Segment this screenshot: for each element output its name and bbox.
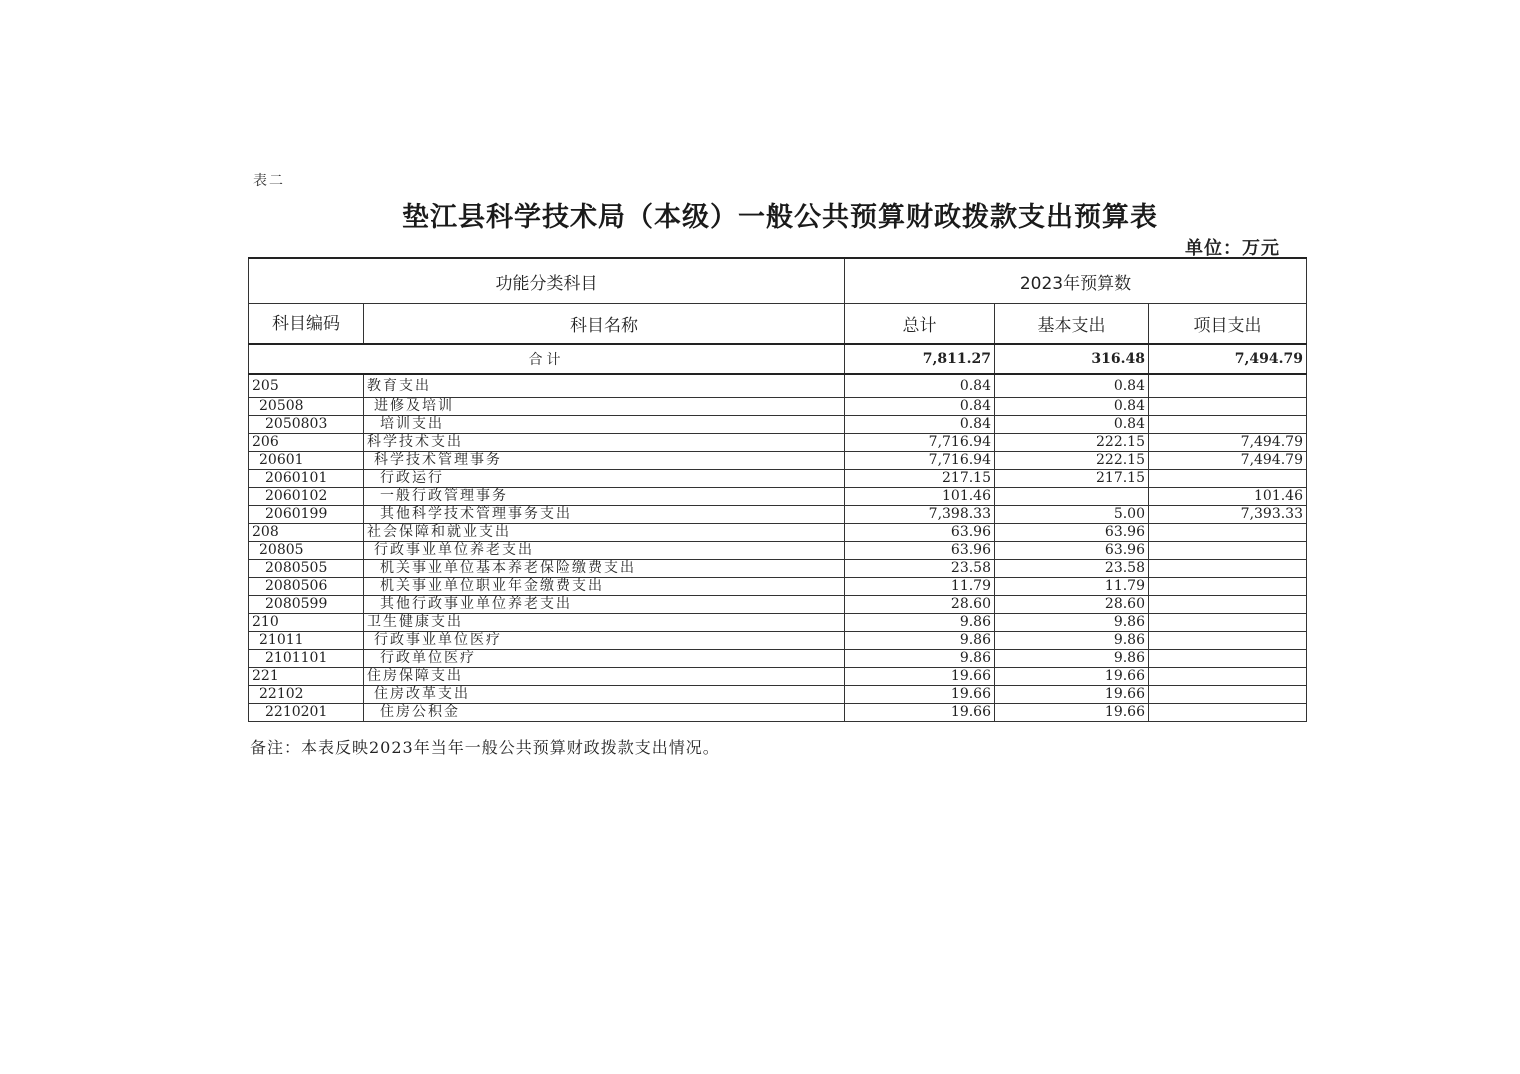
budget-table bbox=[248, 257, 1307, 722]
table-row bbox=[249, 524, 1307, 542]
row-name: 科学技术支出 bbox=[364, 434, 845, 452]
row-name: 进修及培训 bbox=[364, 398, 845, 416]
row-basic: 19.66 bbox=[995, 686, 1149, 704]
row-basic: 222.15 bbox=[995, 452, 1149, 470]
row-name: 行政单位医疗 bbox=[364, 650, 845, 668]
row-name: 教育支出 bbox=[364, 374, 845, 398]
row-name: 机关事业单位基本养老保险缴费支出 bbox=[364, 560, 845, 578]
total-project: 7,494.79 bbox=[1149, 344, 1307, 374]
table-row bbox=[249, 506, 1307, 524]
row-total: 217.15 bbox=[845, 470, 995, 488]
table-row bbox=[249, 542, 1307, 560]
row-total: 11.79 bbox=[845, 578, 995, 596]
row-code: 2060199 bbox=[249, 506, 364, 524]
row-basic: 9.86 bbox=[995, 632, 1149, 650]
row-basic: 0.84 bbox=[995, 374, 1149, 398]
row-total: 23.58 bbox=[845, 560, 995, 578]
row-project bbox=[1149, 560, 1307, 578]
row-name: 其他科学技术管理事务支出 bbox=[364, 506, 845, 524]
row-basic: 9.86 bbox=[995, 650, 1149, 668]
total-total: 7,811.27 bbox=[845, 344, 995, 374]
total-row bbox=[249, 344, 1307, 374]
row-code: 2210201 bbox=[249, 704, 364, 722]
row-project bbox=[1149, 398, 1307, 416]
row-code: 2080506 bbox=[249, 578, 364, 596]
row-total: 19.66 bbox=[845, 668, 995, 686]
header-name: 科目名称 bbox=[364, 304, 845, 345]
row-total: 7,398.33 bbox=[845, 506, 995, 524]
row-code: 2080599 bbox=[249, 596, 364, 614]
row-total: 7,716.94 bbox=[845, 434, 995, 452]
row-project: 7,393.33 bbox=[1149, 506, 1307, 524]
row-name: 一般行政管理事务 bbox=[364, 488, 845, 506]
row-project bbox=[1149, 704, 1307, 722]
header-code: 科目编码 bbox=[249, 304, 364, 345]
row-total: 28.60 bbox=[845, 596, 995, 614]
row-basic: 23.58 bbox=[995, 560, 1149, 578]
row-name: 卫生健康支出 bbox=[364, 614, 845, 632]
table-row bbox=[249, 596, 1307, 614]
row-code: 20508 bbox=[249, 398, 364, 416]
table-row bbox=[249, 704, 1307, 722]
row-project bbox=[1149, 470, 1307, 488]
unit-label: 单位：万元 bbox=[1185, 238, 1280, 259]
row-name: 住房保障支出 bbox=[364, 668, 845, 686]
row-name: 机关事业单位职业年金缴费支出 bbox=[364, 578, 845, 596]
row-name: 住房改革支出 bbox=[364, 686, 845, 704]
total-label: 合计 bbox=[249, 344, 845, 374]
row-total: 19.66 bbox=[845, 704, 995, 722]
row-code: 205 bbox=[249, 374, 364, 398]
table-row bbox=[249, 416, 1307, 434]
header-category: 功能分类科目 bbox=[249, 258, 845, 304]
row-code: 221 bbox=[249, 668, 364, 686]
table-row bbox=[249, 668, 1307, 686]
row-name: 行政运行 bbox=[364, 470, 845, 488]
row-project bbox=[1149, 632, 1307, 650]
table-row bbox=[249, 578, 1307, 596]
row-name: 社会保障和就业支出 bbox=[364, 524, 845, 542]
row-basic: 0.84 bbox=[995, 398, 1149, 416]
row-total: 0.84 bbox=[845, 374, 995, 398]
row-name: 行政事业单位养老支出 bbox=[364, 542, 845, 560]
row-total: 63.96 bbox=[845, 524, 995, 542]
row-basic bbox=[995, 488, 1149, 506]
row-code: 22102 bbox=[249, 686, 364, 704]
row-code: 2101101 bbox=[249, 650, 364, 668]
row-code: 206 bbox=[249, 434, 364, 452]
header-basic: 基本支出 bbox=[995, 304, 1149, 345]
row-code: 2060102 bbox=[249, 488, 364, 506]
row-code: 21011 bbox=[249, 632, 364, 650]
row-name: 行政事业单位医疗 bbox=[364, 632, 845, 650]
row-name: 住房公积金 bbox=[364, 704, 845, 722]
row-basic: 5.00 bbox=[995, 506, 1149, 524]
sheet-label: 表二 bbox=[253, 173, 285, 189]
table-row bbox=[249, 632, 1307, 650]
row-project: 101.46 bbox=[1149, 488, 1307, 506]
row-total: 19.66 bbox=[845, 686, 995, 704]
row-basic: 63.96 bbox=[995, 524, 1149, 542]
row-basic: 222.15 bbox=[995, 434, 1149, 452]
total-basic: 316.48 bbox=[995, 344, 1149, 374]
row-name: 其他行政事业单位养老支出 bbox=[364, 596, 845, 614]
table-row bbox=[249, 488, 1307, 506]
page-title: 垫江县科学技术局（本级）一般公共预算财政拨款支出预算表 bbox=[402, 202, 1158, 233]
row-basic: 0.84 bbox=[995, 416, 1149, 434]
row-total: 0.84 bbox=[845, 398, 995, 416]
row-project bbox=[1149, 542, 1307, 560]
row-total: 9.86 bbox=[845, 614, 995, 632]
table-row bbox=[249, 452, 1307, 470]
row-project bbox=[1149, 524, 1307, 542]
row-project: 7,494.79 bbox=[1149, 434, 1307, 452]
table-row bbox=[249, 470, 1307, 488]
row-total: 7,716.94 bbox=[845, 452, 995, 470]
row-project bbox=[1149, 596, 1307, 614]
row-project bbox=[1149, 650, 1307, 668]
row-name: 培训支出 bbox=[364, 416, 845, 434]
row-code: 2050803 bbox=[249, 416, 364, 434]
row-basic: 9.86 bbox=[995, 614, 1149, 632]
row-total: 9.86 bbox=[845, 632, 995, 650]
row-basic: 217.15 bbox=[995, 470, 1149, 488]
table-row bbox=[249, 686, 1307, 704]
row-code: 208 bbox=[249, 524, 364, 542]
row-project bbox=[1149, 686, 1307, 704]
header-project: 项目支出 bbox=[1149, 304, 1307, 345]
table-row bbox=[249, 614, 1307, 632]
row-total: 63.96 bbox=[845, 542, 995, 560]
row-code: 20805 bbox=[249, 542, 364, 560]
row-project bbox=[1149, 578, 1307, 596]
header-budget-year: 2023年预算数 bbox=[845, 258, 1307, 304]
header-total: 总计 bbox=[845, 304, 995, 345]
row-basic: 28.60 bbox=[995, 596, 1149, 614]
row-total: 101.46 bbox=[845, 488, 995, 506]
row-code: 2060101 bbox=[249, 470, 364, 488]
row-basic: 19.66 bbox=[995, 704, 1149, 722]
table-row bbox=[249, 398, 1307, 416]
row-basic: 19.66 bbox=[995, 668, 1149, 686]
row-total: 0.84 bbox=[845, 416, 995, 434]
row-code: 210 bbox=[249, 614, 364, 632]
table-row bbox=[249, 434, 1307, 452]
row-project bbox=[1149, 374, 1307, 398]
row-project bbox=[1149, 668, 1307, 686]
table-row bbox=[249, 650, 1307, 668]
row-basic: 63.96 bbox=[995, 542, 1149, 560]
row-project bbox=[1149, 614, 1307, 632]
row-code: 20601 bbox=[249, 452, 364, 470]
table-row bbox=[249, 374, 1307, 398]
row-code: 2080505 bbox=[249, 560, 364, 578]
row-total: 9.86 bbox=[845, 650, 995, 668]
footnote: 备注：本表反映2023年当年一般公共预算财政拨款支出情况。 bbox=[250, 738, 720, 757]
table-row bbox=[249, 560, 1307, 578]
row-project: 7,494.79 bbox=[1149, 452, 1307, 470]
row-basic: 11.79 bbox=[995, 578, 1149, 596]
row-project bbox=[1149, 416, 1307, 434]
row-name: 科学技术管理事务 bbox=[364, 452, 845, 470]
